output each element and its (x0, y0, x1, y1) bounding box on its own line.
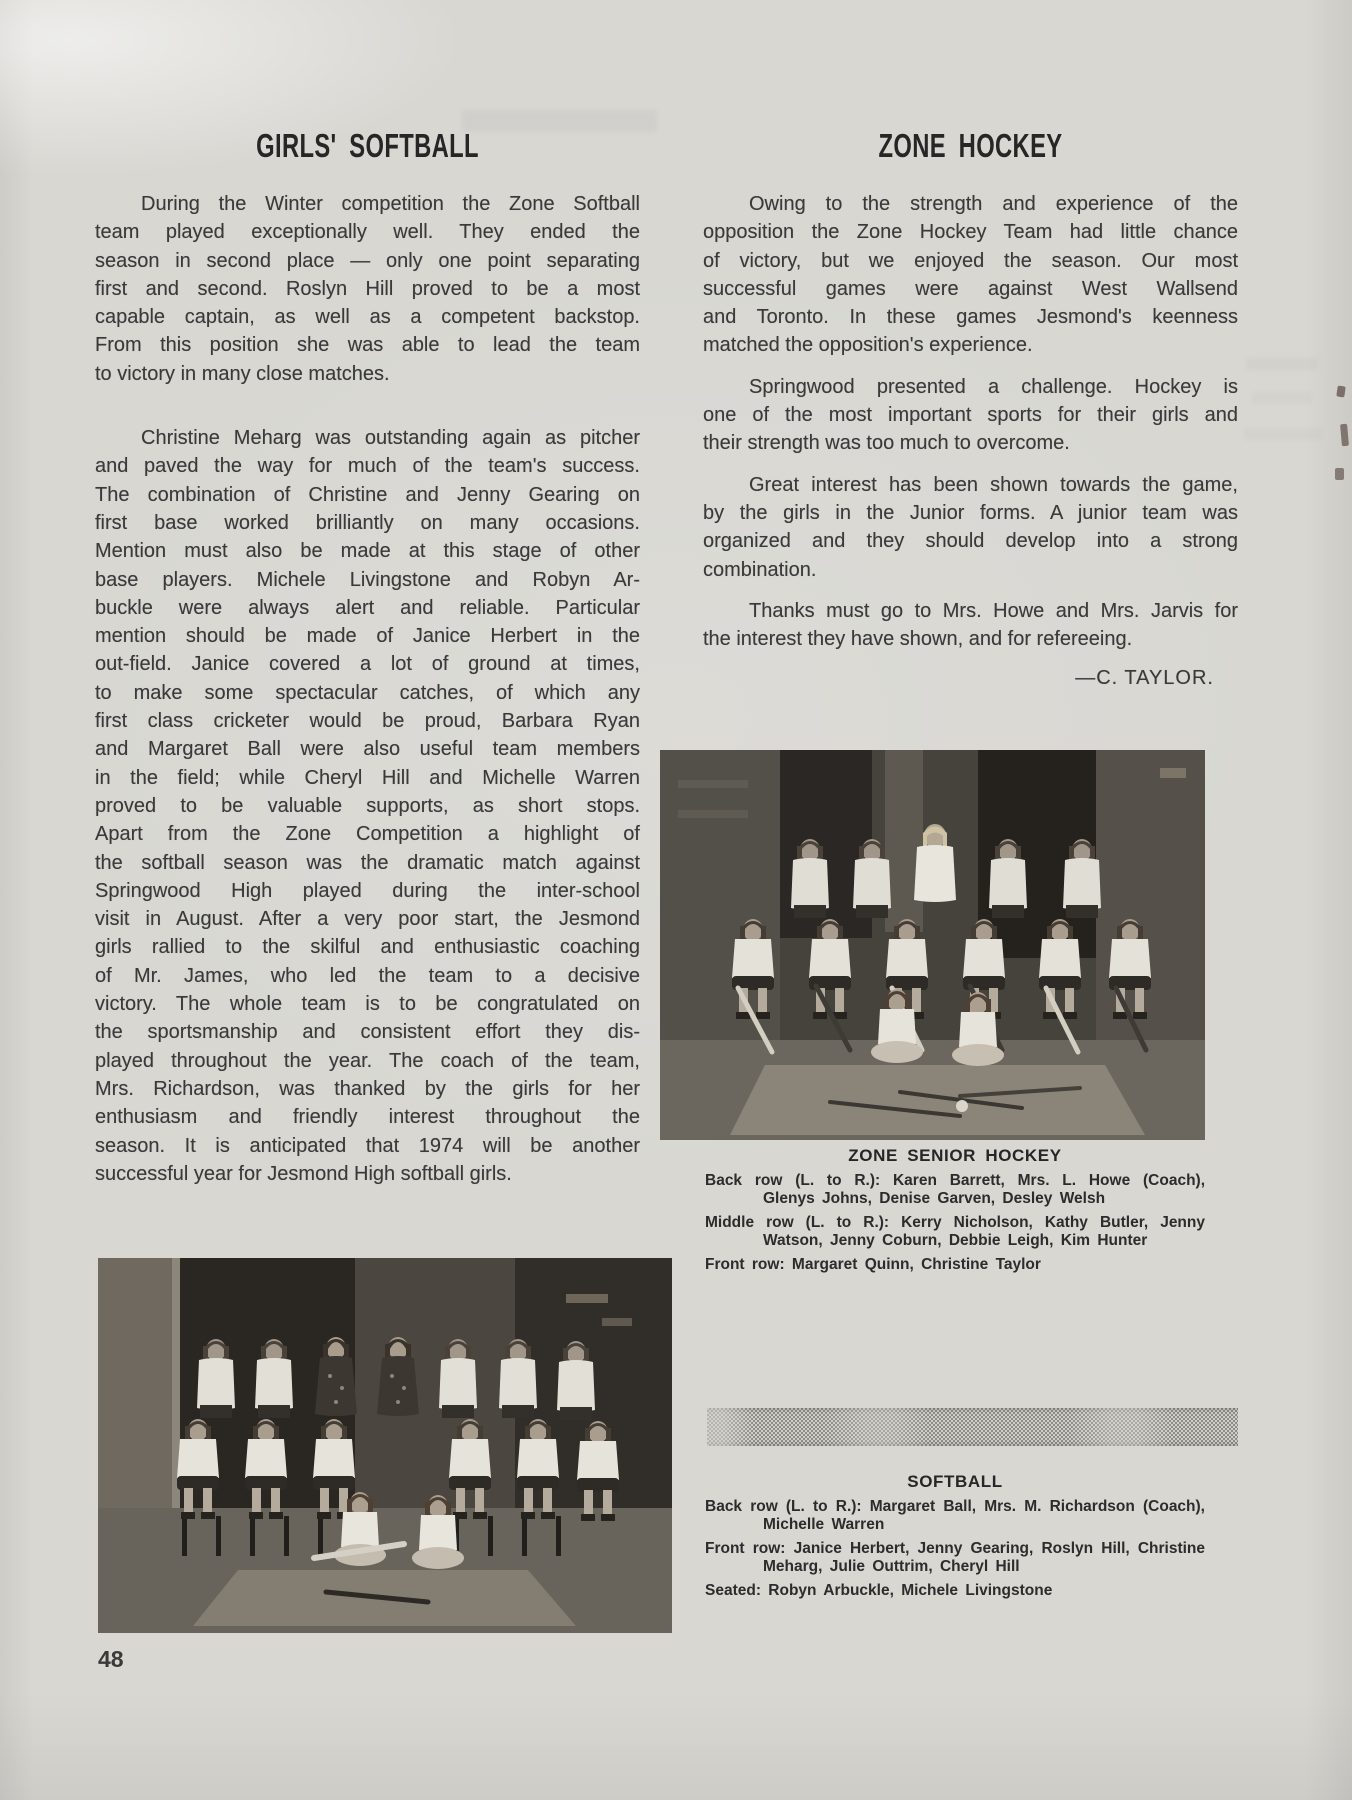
author-signature: —C. TAYLOR. (1075, 667, 1214, 690)
hockey-photo-caption (705, 1146, 1205, 1274)
text-line: the softball season was the dramatic match against (95, 851, 640, 874)
text-line: the sportsmanship and consistent effort they dis- (95, 1021, 640, 1044)
text-line: matched the opposition's experience. (703, 334, 1033, 357)
softball-photo-caption (705, 1472, 1205, 1600)
paper-speck (1336, 385, 1345, 397)
photo-mat (730, 1065, 1145, 1135)
text-line: team played exceptionally well. They ended the (95, 221, 640, 244)
hockey-paragraph-1 (703, 190, 1238, 360)
paper-speck (1335, 468, 1344, 480)
text-line: out-field. Janice covered a lot of ground at times, (95, 653, 640, 676)
text-line: combination. (703, 558, 817, 581)
text-line: victory. The whole team is to be congratulated on (95, 993, 640, 1016)
hockey-paragraph-4 (703, 597, 1238, 654)
text-line: girls rallied to the skilful and enthusiastic coaching (95, 936, 640, 959)
text-line: successful games were against West Wallsend (703, 277, 1238, 300)
text-line: From this position she was able to lead the team (95, 334, 640, 357)
text-line: first base worked brilliantly on many occasions. (95, 511, 640, 534)
text-line: the interest they have shown, and for refereeing. (703, 628, 1133, 651)
text-line: Apart from the Zone Competition a highlight of (95, 823, 640, 846)
text-line: one of the most important sports for their girls and (703, 404, 1238, 427)
left-column (95, 128, 640, 1188)
paper-speck (1340, 424, 1349, 447)
text-line: capable captain, as well as a competent backstop. (95, 306, 640, 329)
zone-hockey-title: ZONE HOCKEY (878, 127, 1063, 164)
text-line: Mrs. Richardson, was thanked by the girls for her (95, 1077, 640, 1100)
text-line: in the field; while Cheryl Hill and Michelle Warren (95, 766, 640, 789)
text-line: proved to be valuable supports, as short stops. (95, 794, 640, 817)
text-line: Springwood High played during the inter-school (95, 879, 640, 902)
softball-paragraph-1 (95, 190, 640, 388)
softball-paragraph-2 (95, 424, 640, 1188)
text-line: to victory in many close matches. (95, 362, 390, 385)
girls-softball-title: GIRLS' SOFTBALL (256, 127, 479, 164)
text-line: Thanks must go to Mrs. Howe and Mrs. Jarvis for (749, 599, 1238, 622)
softball-caption-seated-row (705, 1582, 1205, 1600)
text-line: Seated: Robyn Arbuckle, Michele Livingstone (705, 1582, 1053, 1599)
text-line: Front row: Margaret Quinn, Christine Taylor (705, 1256, 1041, 1273)
text-line: Back row (L. to R.): Margaret Ball, Mrs. M. Richardson (Coach), (705, 1498, 1205, 1515)
text-line: Springwood presented a challenge. Hockey is (749, 375, 1238, 398)
hockey-photo-art (660, 750, 1205, 1140)
text-line: base players. Michele Livingstone and Robyn Ar- (95, 568, 640, 591)
hockey-caption-back-row (705, 1172, 1205, 1208)
text-line: Middle row (L. to R.): Kerry Nicholson, Kathy Butler, Jenny (705, 1214, 1205, 1231)
text-line: Michelle Warren (763, 1516, 885, 1533)
hockey-caption-title: ZONE SENIOR HOCKEY (848, 1146, 1062, 1165)
hockey-caption-middle-row (705, 1214, 1205, 1250)
text-line: season in second place — only one point separating (95, 249, 640, 272)
page-number: 48 (98, 1646, 124, 1672)
text-line: first and second. Roslyn Hill proved to be a most (95, 277, 640, 300)
text-line: The combination of Christine and Jenny Gearing on (95, 483, 640, 506)
softball-caption-title: SOFTBALL (907, 1472, 1003, 1491)
halftone-print-strip (707, 1408, 1238, 1446)
text-line: Mention must also be made at this stage of other (95, 540, 640, 563)
softball-team-photo (98, 1258, 672, 1633)
text-line: Meharg, Julie Outtrim, Cheryl Hill (763, 1558, 1020, 1575)
softball-caption-front-row (705, 1540, 1205, 1576)
text-line: buckle were always alert and reliable. Particular (95, 596, 640, 619)
softball-photo-art (98, 1258, 672, 1633)
text-line: visit in August. After a very poor start, the Jesmond (95, 908, 640, 931)
text-line: successful year for Jesmond High softball girls. (95, 1162, 512, 1185)
text-line: season. It is anticipated that 1974 will be another (95, 1134, 640, 1157)
softball-caption-back-row (705, 1498, 1205, 1534)
hockey-paragraph-2 (703, 373, 1238, 458)
text-line: Back row (L. to R.): Karen Barrett, Mrs. L. Howe (Coach), (705, 1172, 1205, 1189)
text-line: Christine Meharg was outstanding again as pitcher (141, 427, 640, 450)
text-line: During the Winter competition the Zone Softball (141, 193, 640, 215)
text-line: mention should be made of Janice Herbert in the (95, 625, 640, 648)
text-line: their strength was too much to overcome. (703, 432, 1070, 455)
text-line: of Mr. James, who led the team to a decisive (95, 964, 640, 987)
text-line: organized and they should develop into a strong (703, 530, 1238, 553)
text-line: and paved the way for much of the team's success. (95, 455, 640, 478)
text-line: Owing to the strength and experience of the (749, 193, 1238, 215)
text-line: Front row: Janice Herbert, Jenny Gearing, Roslyn Hill, Christine (705, 1540, 1205, 1557)
text-line: Watson, Jenny Coburn, Debbie Leigh, Kim Hunter (763, 1232, 1148, 1249)
zone-senior-hockey-photo (660, 750, 1205, 1140)
text-line: of victory, but we enjoyed the season. Our most (703, 249, 1238, 272)
text-line: and Margaret Ball were also useful team members (95, 738, 640, 761)
text-line: opposition the Zone Hockey Team had little chance (703, 221, 1238, 244)
text-line: and Toronto. In these games Jesmond's keenness (703, 306, 1238, 329)
text-line: by the girls in the Junior forms. A junior team was (703, 501, 1238, 524)
ink-ghosting (1246, 358, 1318, 370)
text-line: Glenys Johns, Denise Garven, Desley Welsh (763, 1190, 1106, 1207)
ink-ghosting (1252, 392, 1312, 404)
text-line: to make some spectacular catches, of which any (95, 681, 640, 704)
text-line: enthusiasm and friendly interest throughout the (95, 1106, 640, 1129)
right-column (703, 128, 1238, 689)
ink-ghosting (1244, 428, 1322, 440)
hockey-caption-front-row (705, 1256, 1205, 1274)
text-line: played throughout the year. The coach of the team, (95, 1049, 640, 1072)
text-line: Great interest has been shown towards the game, (749, 473, 1238, 496)
hockey-paragraph-3 (703, 471, 1238, 584)
text-line: first class cricketer would be proud, Barbara Ryan (95, 710, 640, 733)
